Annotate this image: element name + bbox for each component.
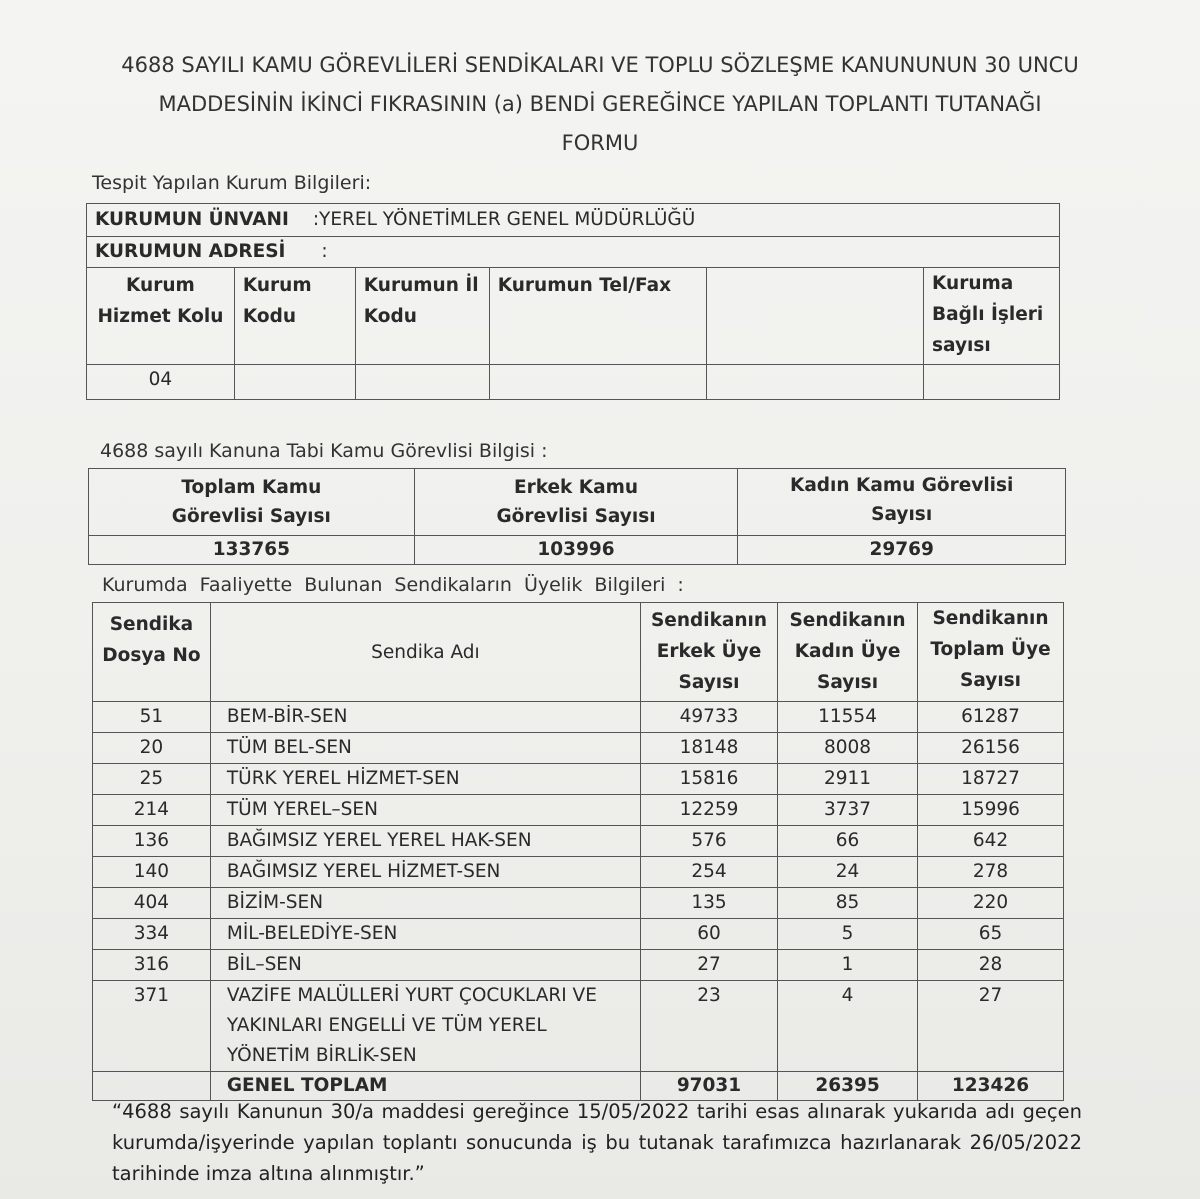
header-institution-code: Kurum Kodu <box>234 268 355 365</box>
total-row-total: 123426 <box>918 1072 1064 1101</box>
cell-total-members: 220 <box>918 888 1064 919</box>
footer-statement: “4688 sayılı Kanunun 30/a maddesi gereğince 15/05/2022 tarihi esas alınarak yukarıda adı geçen kurumda/işyerinde yapılan toplantı sonucunda iş bu tutanak tarafımızca hazırlanarak 26/05/2022 tarihinde imza altına alınmıştır.” <box>112 1100 1082 1185</box>
cell-file-no: 20 <box>93 733 211 764</box>
title-line-3: FORMU <box>561 131 639 155</box>
cell-total-members: 642 <box>918 826 1064 857</box>
cell-union-name: BAĞIMSIZ YEREL HİZMET-SEN <box>210 857 640 888</box>
value-phone-fax <box>489 365 707 400</box>
cell-union-name: BİZİM-SEN <box>210 888 640 919</box>
cell-female-members: 4 <box>778 981 918 1072</box>
institution-name-value: :YEREL YÖNETİMLER GENEL MÜDÜRLÜĞÜ <box>312 209 696 230</box>
value-female-employees: 29769 <box>738 536 1066 565</box>
total-row-label: GENEL TOPLAM <box>210 1072 640 1101</box>
cell-file-no: 316 <box>93 950 211 981</box>
cell-file-no: 51 <box>93 702 211 733</box>
header-province-code: Kurumun İl Kodu <box>355 268 489 365</box>
cell-file-no: 140 <box>93 857 211 888</box>
table-row <box>93 795 1064 826</box>
cell-female-members: 11554 <box>778 702 918 733</box>
cell-union-name: BİL–SEN <box>210 950 640 981</box>
institution-address-value: : <box>321 241 328 262</box>
col-header-male-members: Sendikanın Erkek Üye Sayısı <box>640 603 777 702</box>
table-row <box>93 857 1064 888</box>
employees-table <box>88 468 1066 565</box>
table-row <box>93 981 1064 1072</box>
cell-female-members: 2911 <box>778 764 918 795</box>
institution-address-label: KURUMUN ADRESİ <box>95 241 286 262</box>
cell-union-name: MİL-BELEDİYE-SEN <box>210 919 640 950</box>
header-male-employees: Erkek Kamu Görevlisi Sayısı <box>414 469 738 536</box>
cell-female-members: 8008 <box>778 733 918 764</box>
cell-file-no: 404 <box>93 888 211 919</box>
document-title <box>60 46 1140 163</box>
col-header-female-members: Sendikanın Kadın Üye Sayısı <box>778 603 918 702</box>
cell-file-no: 334 <box>93 919 211 950</box>
cell-union-name: BAĞIMSIZ YEREL YEREL HAK-SEN <box>210 826 640 857</box>
union-rows <box>93 702 1064 1072</box>
table-row <box>93 826 1064 857</box>
cell-union-name: BEM-BİR-SEN <box>210 702 640 733</box>
header-phone-fax: Kurumun Tel/Fax <box>489 268 707 365</box>
institution-name-label: KURUMUN ÜNVANI <box>95 209 289 230</box>
cell-total-members: 15996 <box>918 795 1064 826</box>
value-total-employees: 133765 <box>89 536 415 565</box>
table-row <box>93 950 1064 981</box>
cell-male-members: 60 <box>640 919 777 950</box>
cell-male-members: 27 <box>640 950 777 981</box>
table-row <box>93 888 1064 919</box>
value-institution-code <box>234 365 355 400</box>
cell-male-members: 49733 <box>640 702 777 733</box>
cell-female-members: 24 <box>778 857 918 888</box>
institution-table <box>86 203 1060 400</box>
title-line-1: 4688 SAYILI KAMU GÖREVLİLERİ SENDİKALARI VE TOPLU SÖZLEŞME KANUNUNUN 30 UNCU <box>121 53 1079 77</box>
employees-section-label: 4688 sayılı Kanuna Tabi Kamu Görevlisi Bilgisi : <box>100 440 548 462</box>
col-header-total-members: Sendikanın Toplam Üye Sayısı <box>918 603 1064 702</box>
header-female-employees: Kadın Kamu Görevlisi Sayısı <box>738 469 1066 536</box>
cell-male-members: 12259 <box>640 795 777 826</box>
total-row-male: 97031 <box>640 1072 777 1101</box>
value-province-code <box>355 365 489 400</box>
institution-address-row <box>87 237 1060 268</box>
cell-male-members: 15816 <box>640 764 777 795</box>
table-row <box>93 919 1064 950</box>
cell-male-members: 23 <box>640 981 777 1072</box>
cell-total-members: 18727 <box>918 764 1064 795</box>
cell-file-no: 25 <box>93 764 211 795</box>
cell-total-members: 65 <box>918 919 1064 950</box>
institution-name-row <box>87 204 1060 237</box>
cell-file-no: 371 <box>93 981 211 1072</box>
value-service-branch: 04 <box>87 365 235 400</box>
cell-male-members: 135 <box>640 888 777 919</box>
cell-file-no: 214 <box>93 795 211 826</box>
cell-male-members: 18148 <box>640 733 777 764</box>
header-workplace-count: Kuruma Bağlı İşleri sayısı <box>924 268 1060 365</box>
cell-total-members: 61287 <box>918 702 1064 733</box>
cell-union-name: VAZİFE MALÜLLERİ YURT ÇOCUKLARI VE YAKINLARI ENGELLİ VE TÜM YEREL YÖNETİM BİRLİK-SEN <box>210 981 640 1072</box>
value-workplace-count <box>924 365 1060 400</box>
total-row-female: 26395 <box>778 1072 918 1101</box>
institution-section-label: Tespit Yapılan Kurum Bilgileri: <box>92 172 372 194</box>
cell-female-members: 66 <box>778 826 918 857</box>
cell-female-members: 85 <box>778 888 918 919</box>
cell-total-members: 26156 <box>918 733 1064 764</box>
table-row <box>93 702 1064 733</box>
cell-union-name: TÜM BEL-SEN <box>210 733 640 764</box>
cell-female-members: 5 <box>778 919 918 950</box>
cell-female-members: 1 <box>778 950 918 981</box>
cell-total-members: 28 <box>918 950 1064 981</box>
header-total-employees: Toplam Kamu Görevlisi Sayısı <box>89 469 415 536</box>
unions-table <box>92 602 1064 1101</box>
cell-total-members: 27 <box>918 981 1064 1072</box>
col-header-file-no: Sendika Dosya No <box>93 603 211 702</box>
table-row <box>93 764 1064 795</box>
title-line-2: MADDESİNİN İKİNCİ FIKRASININ (a) BENDİ GEREĞİNCE YAPILAN TOPLANTI TUTANAĞI <box>158 92 1042 116</box>
cell-male-members: 254 <box>640 857 777 888</box>
cell-file-no: 136 <box>93 826 211 857</box>
cell-total-members: 278 <box>918 857 1064 888</box>
unions-section-label: Kurumda Faaliyette Bulunan Sendikaların Üyelik Bilgileri : <box>102 574 684 596</box>
cell-female-members: 3737 <box>778 795 918 826</box>
col-header-union-name: Sendika Adı <box>210 603 640 702</box>
header-empty <box>707 268 924 365</box>
cell-union-name: TÜRK YEREL HİZMET-SEN <box>210 764 640 795</box>
header-service-branch: Kurum Hizmet Kolu <box>87 268 235 365</box>
value-male-employees: 103996 <box>414 536 738 565</box>
value-empty <box>707 365 924 400</box>
table-row <box>93 733 1064 764</box>
cell-union-name: TÜM YEREL–SEN <box>210 795 640 826</box>
cell-male-members: 576 <box>640 826 777 857</box>
